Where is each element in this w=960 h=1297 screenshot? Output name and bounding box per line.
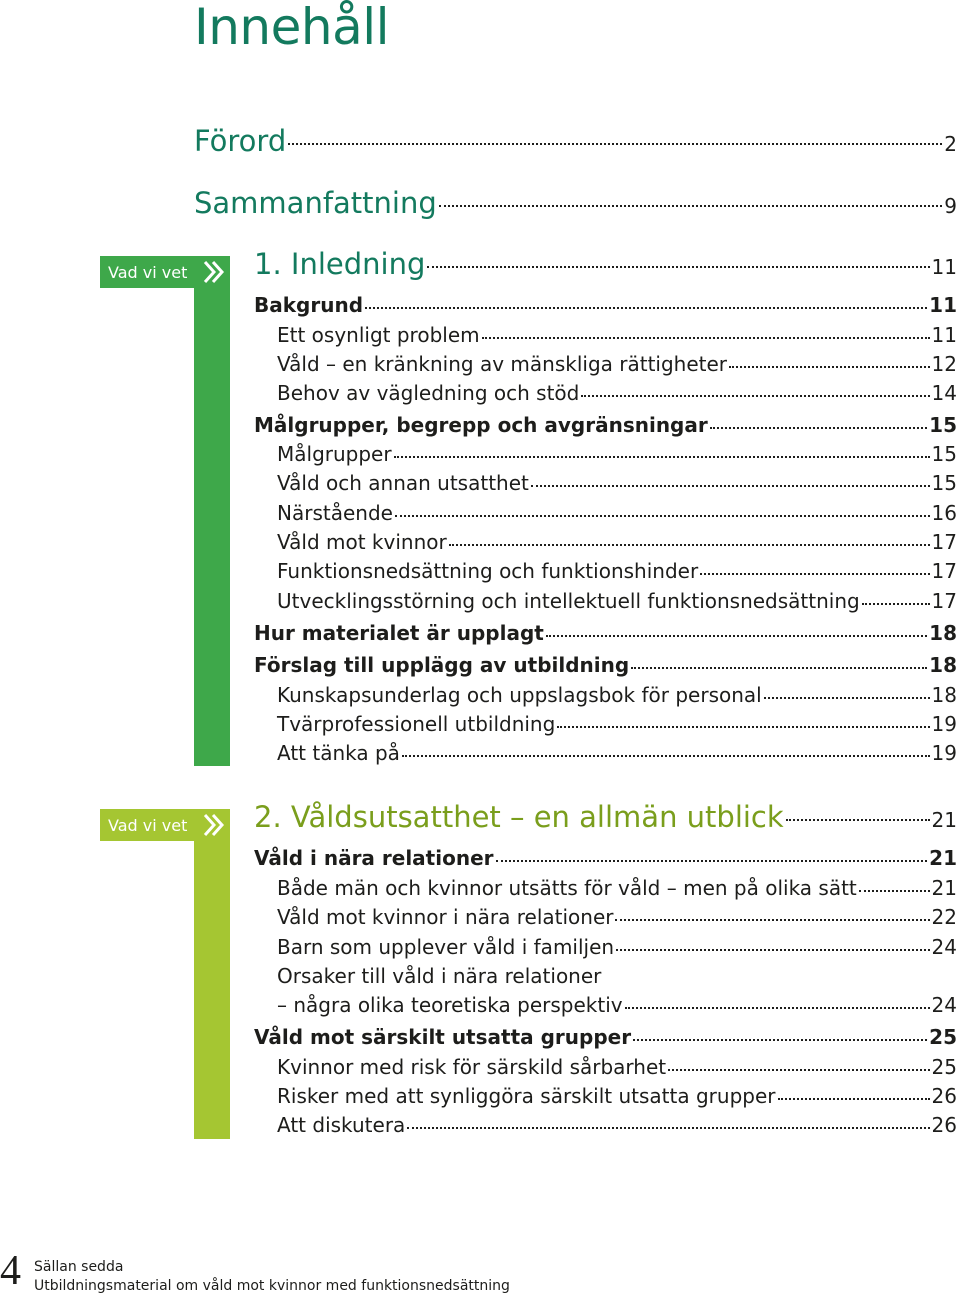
toc-entry[interactable] — [277, 323, 957, 347]
toc-entry[interactable] — [277, 1113, 957, 1137]
toc-entry[interactable] — [254, 653, 957, 677]
toc-entry-text: Hur materialet är upplagt — [254, 621, 544, 645]
toc-entry-text: Ett osynligt problem — [277, 323, 480, 347]
toc-entry-text: Våld och annan utsatthet — [277, 471, 529, 495]
toc-entry-text: Funktionsnedsättning och funktionshinder — [277, 559, 699, 583]
toc-entry[interactable] — [277, 559, 957, 583]
toc-entry[interactable] — [277, 1055, 957, 1079]
chapter-title: 2. Våldsutsatthet – en allmän utblick — [254, 800, 784, 834]
toc-page-number: 18 — [929, 653, 957, 677]
leader-dots — [482, 337, 930, 339]
toc-entry-text: Risker med att synliggöra särskilt utsatta grupper — [277, 1084, 776, 1108]
toc-entry-text: Tvärprofessionell utbildning — [277, 712, 556, 736]
leader-dots — [402, 755, 930, 757]
leader-dots — [859, 890, 930, 892]
leader-dots — [729, 366, 930, 368]
toc-entry-text: Förord — [194, 124, 287, 158]
leader-dots — [288, 143, 942, 145]
toc-page-number: 26 — [931, 1113, 957, 1137]
toc-entry[interactable] — [277, 905, 957, 929]
toc-page-number: 2 — [944, 132, 957, 156]
tab-label: Vad vi vet — [108, 815, 188, 835]
toc-entry-text: Våld mot särskilt utsatta grupper — [254, 1025, 632, 1049]
chapter-1-bar — [194, 288, 230, 766]
toc-entry[interactable] — [254, 413, 957, 437]
leader-dots — [616, 949, 929, 951]
toc-entry[interactable] — [277, 442, 957, 466]
leader-dots — [615, 919, 929, 921]
toc-entry-text: Bakgrund — [254, 293, 364, 317]
leader-dots — [365, 307, 927, 309]
leader-dots — [395, 515, 930, 517]
leader-dots — [394, 456, 930, 458]
leader-dots — [631, 667, 927, 669]
chapter-1-heading[interactable] — [254, 247, 957, 281]
toc-page-number: 14 — [931, 381, 957, 405]
toc-entry-text: Våld i nära relationer — [254, 846, 494, 870]
toc-page-number: 21 — [931, 876, 957, 900]
leader-dots — [557, 726, 929, 728]
toc-entry[interactable] — [277, 501, 957, 525]
toc-page-number: 21 — [929, 846, 957, 870]
page-title: Innehåll — [194, 0, 389, 56]
toc-entry[interactable] — [277, 352, 957, 376]
toc-page-number: 19 — [931, 741, 957, 765]
toc-entry-text: Våld – en kränkning av mänskliga rättigheter — [277, 352, 728, 376]
toc-entry-text: Våld mot kvinnor — [277, 530, 447, 554]
toc-page-number: 17 — [931, 559, 957, 583]
toc-page-number: 11 — [929, 293, 957, 317]
toc-entry[interactable] — [277, 712, 957, 736]
leader-dots — [668, 1069, 929, 1071]
toc-entry-forord[interactable] — [194, 124, 957, 158]
toc-page-number: 26 — [931, 1084, 957, 1108]
toc-page-number: 24 — [931, 935, 957, 959]
leader-dots — [633, 1039, 927, 1041]
toc-entry-text: Att diskutera — [277, 1113, 406, 1137]
leader-dots — [427, 266, 929, 268]
page-number: 4 — [0, 1248, 21, 1294]
footer-subtitle: Utbildningsmaterial om våld mot kvinnor med funktionsnedsättning — [34, 1278, 510, 1294]
toc-entry-text: Kvinnor med risk för särskild sårbarhet — [277, 1055, 667, 1079]
toc-page-number: 25 — [929, 1025, 957, 1049]
toc-entry[interactable] — [254, 621, 957, 645]
toc-page-number: 11 — [931, 255, 957, 279]
toc-entry[interactable] — [254, 846, 957, 870]
toc-entry-text: Närstående — [277, 501, 393, 525]
toc-page-number: 24 — [931, 993, 957, 1017]
leader-dots — [439, 205, 942, 207]
toc-entry-sammanfattning[interactable] — [194, 186, 957, 220]
toc-entry-text: Utvecklingsstörning och intellektuell funktionsnedsättning — [277, 589, 860, 613]
toc-entry-continued[interactable]: Orsaker till våld i nära relationer — [277, 964, 602, 988]
toc-page-number: 21 — [931, 808, 957, 832]
leader-dots — [778, 1098, 930, 1100]
toc-page-number: 18 — [929, 621, 957, 645]
toc-entry-text: Förslag till upplägg av utbildning — [254, 653, 630, 677]
leader-dots — [407, 1127, 929, 1129]
leader-dots — [764, 697, 930, 699]
toc-entry-text: Både män och kvinnor utsätts för våld – men på olika sätt — [277, 876, 857, 900]
leader-dots — [700, 573, 929, 575]
toc-page-number: 17 — [931, 589, 957, 613]
toc-entry[interactable] — [277, 471, 957, 495]
chapter-2-tab[interactable] — [100, 809, 230, 841]
chapter-title: 1. Inledning — [254, 247, 426, 281]
toc-page-number: 25 — [931, 1055, 957, 1079]
toc-entry[interactable] — [277, 530, 957, 554]
toc-page-number: 15 — [929, 413, 957, 437]
double-chevron-right-icon — [200, 258, 228, 286]
toc-entry-text: – några olika teoretiska perspektiv — [277, 993, 623, 1017]
leader-dots — [862, 603, 930, 605]
toc-page-number: 16 — [931, 501, 957, 525]
toc-entry[interactable] — [277, 1084, 957, 1108]
toc-entry[interactable] — [277, 381, 957, 405]
toc-entry-text: Målgrupper, begrepp och avgränsningar — [254, 413, 708, 437]
leader-dots — [625, 1007, 930, 1009]
leader-dots — [786, 819, 930, 821]
toc-entry-text: Behov av vägledning och stöd — [277, 381, 580, 405]
toc-entry-text: Kunskapsunderlag och uppslagsbok för personal — [277, 683, 762, 707]
leader-dots — [531, 485, 930, 487]
toc-entry[interactable] — [277, 741, 957, 765]
toc-page-number: 22 — [931, 905, 957, 929]
toc-entry[interactable] — [277, 993, 957, 1017]
toc-entry-text: Att tänka på — [277, 741, 400, 765]
toc-entry[interactable] — [254, 1025, 957, 1049]
footer-title: Sällan sedda — [34, 1259, 124, 1275]
toc-page-number: 11 — [931, 323, 957, 347]
toc-page-number: 17 — [931, 530, 957, 554]
toc-entry-text: Målgrupper — [277, 442, 392, 466]
toc-entry[interactable] — [277, 683, 957, 707]
toc-entry-text: Barn som upplever våld i familjen — [277, 935, 615, 959]
leader-dots — [449, 544, 930, 546]
toc-entry[interactable] — [277, 589, 957, 613]
leader-dots — [581, 395, 929, 397]
chapter-2-heading[interactable] — [254, 800, 957, 834]
toc-page-number: 12 — [931, 352, 957, 376]
toc-page-number: 15 — [931, 471, 957, 495]
toc-entry[interactable] — [277, 935, 957, 959]
leader-dots — [546, 635, 927, 637]
double-chevron-right-icon — [200, 811, 228, 839]
toc-page-number: 9 — [944, 194, 957, 218]
toc-entry[interactable] — [277, 876, 957, 900]
toc-entry[interactable] — [254, 293, 957, 317]
toc-page-number: 18 — [931, 683, 957, 707]
chapter-1-tab[interactable] — [100, 256, 230, 288]
leader-dots — [710, 427, 927, 429]
chapter-2-bar — [194, 841, 230, 1139]
toc-entry-text: Sammanfattning — [194, 186, 437, 220]
toc-page-number: 15 — [931, 442, 957, 466]
toc-entry-text: Våld mot kvinnor i nära relationer — [277, 905, 614, 929]
tab-label: Vad vi vet — [108, 262, 188, 282]
footer-publication — [34, 1258, 510, 1296]
toc-page-number: 19 — [931, 712, 957, 736]
leader-dots — [496, 860, 928, 862]
